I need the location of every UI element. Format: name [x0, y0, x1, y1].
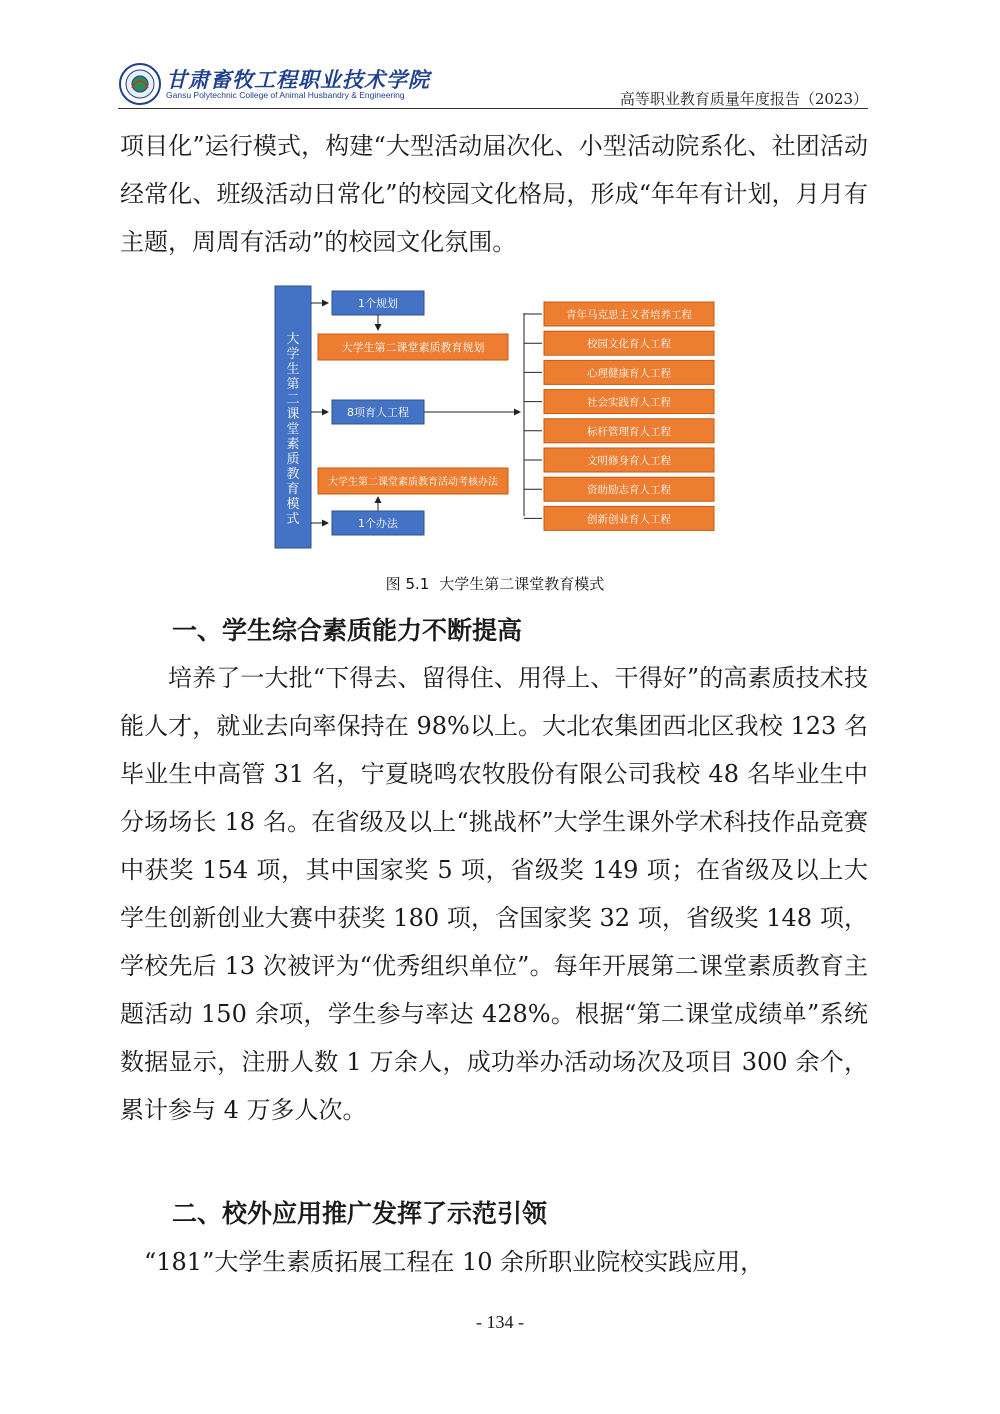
- plan-box-label: 1个规划: [358, 297, 398, 310]
- section-heading-2: 二、校外应用推广发挥了示范引领: [172, 1199, 548, 1228]
- school-name-en: Gansu Polytechnic College of Animal Husbandry & Engineering: [166, 90, 405, 100]
- education-model-diagram: [272, 283, 730, 551]
- section-heading-1: 一、学生综合素质能力不断提高: [172, 616, 523, 645]
- project-label: 标杆管理育人工程: [587, 425, 671, 438]
- project-label: 校园文化育人工程: [587, 338, 671, 351]
- project-label: 青年马克思主义者培养工程: [566, 309, 692, 321]
- figure-caption: [0, 573, 1000, 594]
- projects-box-label: 8项育人工程: [347, 406, 409, 419]
- header-divider: [118, 108, 868, 109]
- school-name-cn: 甘肃畜牧工程职业技术学院: [166, 67, 430, 92]
- school-logo-icon: [118, 62, 162, 106]
- project-label: 心理健康育人工程: [587, 367, 671, 380]
- method-box-label: 1个办法: [358, 517, 398, 530]
- method-detail-label: 大学生第二课堂素质教育活动考核办法: [328, 477, 498, 488]
- page-number: - 134 -: [476, 1312, 524, 1332]
- diagram-svg: [272, 283, 730, 551]
- section-1-paragraph: 培养了一大批“下得去、留得住、用得上、干得好”的高素质技术技能人才，就业去向率保持在 98%以上。大北农集团西北区我校 123 名毕业生中高管 31 名，宁夏晓鸣农牧股份有限公司我校 48 名毕业生中分场场长 18 名。在省级及以上“挑战杯”大学生课外学术科技作品竞赛中获奖 154 项，其中国家奖 5 项，省级奖 149 项；在省级及以上大学生创新创业大赛中获奖 180 项，含国家奖 32 项，省级奖 148 项，学校先后 13 次被评为“优秀组织单位”。每年开展第二课堂素质教育主题活动 150 余项，学生参与率达 428%。根据“第二课堂成绩单”系统数据显示，注册人数 1 万余人，成功举办活动场次及项目 300 余个，累计参与 4 万多人次。: [120, 664, 868, 1124]
- vertical-title-text: 大学生第二课堂素质教育模式: [286, 332, 300, 527]
- page-header: [118, 58, 868, 110]
- figure-number: 图 5.1: [385, 575, 430, 593]
- report-title: 高等职业教育质量年度报告（2023）: [619, 90, 868, 108]
- project-label: 文明修身育人工程: [587, 455, 671, 467]
- plan-detail-label: 大学生第二课堂素质教育规划: [341, 341, 485, 354]
- project-label: 创新创业育人工程: [587, 513, 671, 526]
- section-2-paragraph: “181”大学生素质拓展工程在 10 余所职业院校实践应用，: [144, 1248, 765, 1276]
- project-label: 社会实践育人工程: [587, 396, 671, 409]
- intro-paragraph: 项目化”运行模式，构建“大型活动届次化、小型活动院系化、社团活动经常化、班级活动日常化”的校园文化格局，形成“年年有计划，月月有主题，周周有活动”的校园文化氛围。: [120, 132, 868, 256]
- project-label: 资助励志育人工程: [587, 484, 671, 497]
- figure-caption-text: 大学生第二课堂教育模式: [439, 575, 605, 593]
